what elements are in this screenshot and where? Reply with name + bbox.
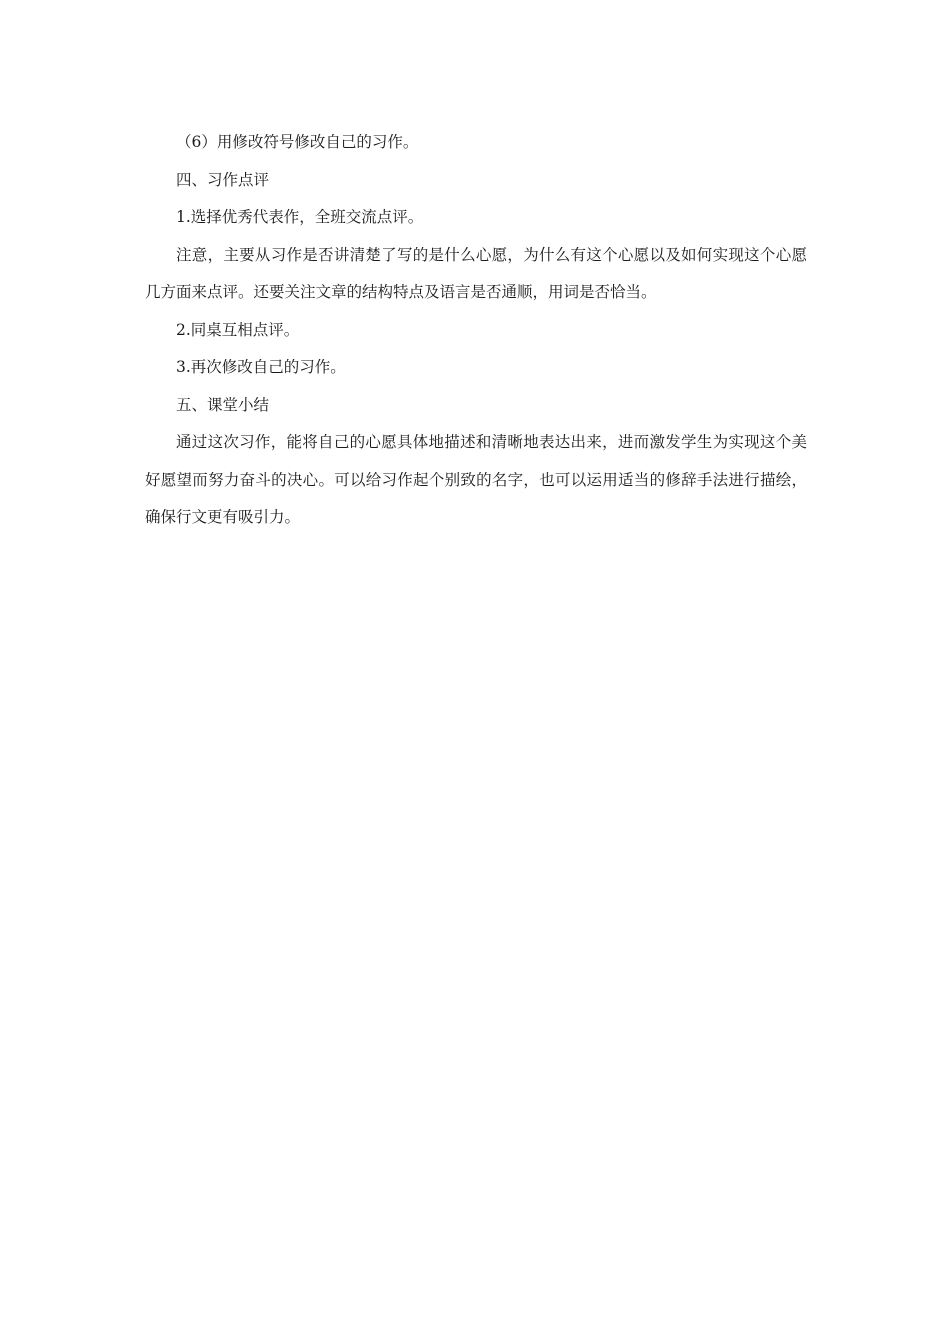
section-heading-class-summary: 五、课堂小结 — [176, 395, 270, 414]
paragraph-summary-text: 通过这次习作，能将自己的心愿具体地描述和清晰地表达出来，进而激发学生为实现这个美好愿望而努力奋斗的决心。可以给习作起个别致的名字，也可以运用适当的修辞手法进行描绘，确保行文更有吸引力。 — [145, 433, 807, 526]
document-body — [145, 124, 807, 537]
section-heading-writing-review: 四、习作点评 — [176, 170, 270, 189]
paragraph-peer-review: 2.同桌互相点评。 — [176, 320, 300, 339]
paragraph-revise-own-writing: （6）用修改符号修改自己的习作。 — [176, 133, 419, 151]
paragraph-revise-again: 3.再次修改自己的习作。 — [176, 358, 346, 376]
paragraph-select-representative: 1.选择优秀代表作，全班交流点评。 — [176, 208, 424, 226]
paragraph-review-notes: 注意，主要从习作是否讲清楚了写的是什么心愿，为什么有这个心愿以及如何实现这个心愿几方面来点评。还要关注文章的结构特点及语言是否通顺，用词是否恰当。 — [145, 245, 807, 301]
